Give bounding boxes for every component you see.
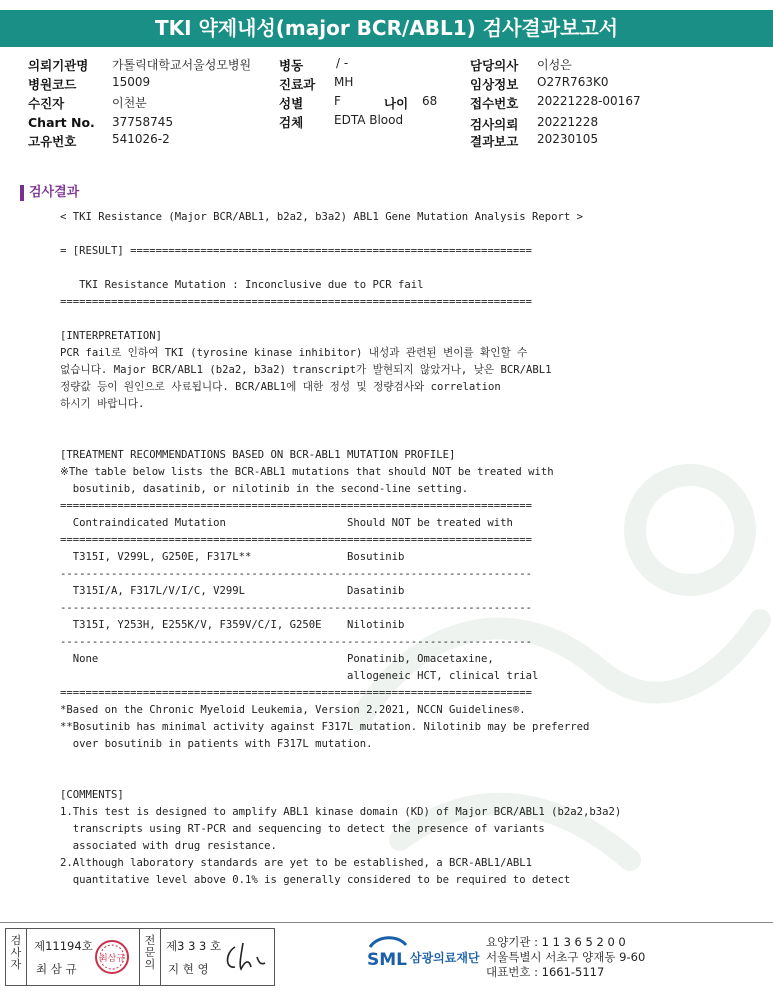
report-line: transcripts using RT-PCR and sequencing to detect the presence of variants (60, 823, 545, 835)
report-line (60, 430, 621, 447)
reviewer-label: 전 문 의 (144, 934, 156, 971)
info-value: 이천분 (112, 96, 147, 110)
signature-box (5, 928, 275, 986)
report-line: Contraindicated Mutation Should NOT be treated with (60, 517, 513, 529)
report-line: = [RESULT] =============================================================== (60, 245, 532, 257)
info-value: 이성은 (537, 58, 572, 72)
phone: 대표번호 : 1661-5117 (486, 965, 605, 979)
report-line: 하시기 바랍니다. (60, 398, 145, 410)
info-value: F (334, 94, 341, 108)
info-label: 병원코드 (28, 77, 77, 92)
report-line: over bosutinib in patients with F317L mutation. (60, 738, 373, 750)
info-value: 20230105 (537, 132, 599, 146)
report-line: 1.This test is designed to amplify ABL1 kinase domain (KD) of Major BCR/ABL1 (b2a2,b3a2) (60, 806, 622, 818)
report-line (60, 311, 621, 328)
info-value: 541026-2 (112, 132, 170, 146)
report-line: [INTERPRETATION] (60, 330, 163, 342)
report-line: 2.Although laboratory standards are yet to be established, a BCR-ABL1/ABL1 (60, 857, 532, 869)
report-line (60, 413, 621, 430)
report-line: < TKI Resistance (Major BCR/ABL1, b2a2, b3a2) ABL1 Gene Mutation Analysis Report > (60, 211, 583, 223)
info-label: 결과보고 (470, 134, 519, 149)
info-label: 진료과 (279, 77, 316, 92)
patient-info (0, 0, 773, 160)
report-line: -------------------------------------------------------------------------- (60, 568, 532, 580)
info-label: 병동 (279, 58, 304, 73)
report-line: ========================================================================== (60, 296, 532, 308)
info-value: 37758745 (112, 115, 174, 129)
info-value: 15009 (112, 75, 151, 89)
report-line: 없습니다. Major BCR/ABL1 (b2a2, b3a2) transcript가 발현되지 않았거나, 낮은 BCR/ABL1 (60, 364, 552, 376)
report-line: ※The table below lists the BCR-ABL1 mutations that should NOT be treated with (60, 466, 554, 478)
examiner-name: 최 삼 규 (36, 962, 77, 976)
info-value: O27R763K0 (537, 75, 609, 89)
address: 서울특별시 서초구 양재동 9-60 (486, 950, 646, 964)
info-label: 접수번호 (470, 96, 519, 111)
examiner-label: 검 사 자 (10, 934, 22, 971)
stamp-icon (94, 939, 130, 975)
report-body (60, 209, 621, 889)
info-label: Chart No. (28, 115, 95, 130)
report-line: T315I, V299L, G250E, F317L** Bosutinib (60, 551, 405, 563)
reviewer-number: 제3 3 3 호 (166, 939, 222, 953)
report-line: **Bosutinib has minimal activity against F317L mutation. Nilotinib may be preferred (60, 721, 590, 733)
info-label: 수진자 (28, 96, 65, 111)
svg-text:최삼규: 최삼규 (98, 954, 126, 964)
info-value: 20221228 (537, 115, 599, 129)
report-line: T315I/A, F317L/V/I/C, V299L Dasatinib (60, 585, 405, 597)
report-line: quantitative level above 0.1% is generally considered to be required to detect (60, 874, 571, 886)
info-label: 고유번호 (28, 134, 77, 149)
report-line: PCR fail로 인하여 TKI (tyrosine kinase inhibitor) 내성과 관련된 변이를 확인할 수 (60, 347, 528, 359)
reviewer-name: 지 현 영 (168, 962, 209, 976)
svg-text:SML: SML (367, 950, 407, 970)
age-value: 68 (422, 94, 438, 108)
info-label: 담당의사 (470, 58, 519, 73)
info-label: 검체 (279, 115, 304, 130)
report-line: ========================================================================== (60, 534, 532, 546)
signature-icon (221, 939, 269, 975)
info-value: 20221228-00167 (537, 94, 641, 108)
report-line (60, 753, 621, 770)
age-label: 나이 (384, 96, 409, 111)
section-title: 검사결과 (20, 185, 79, 201)
report-line: TKI Resistance Mutation : Inconclusive due to PCR fail (60, 279, 424, 291)
report-line: [COMMENTS] (60, 789, 124, 801)
report-line: None Ponatinib, Omacetaxine, (60, 653, 494, 665)
examiner-number: 제11194호 (34, 939, 93, 953)
report-line: ========================================================================== (60, 687, 532, 699)
info-value: EDTA Blood (334, 113, 404, 127)
report-footer (0, 922, 773, 991)
report-line: associated with drug resistance. (60, 840, 277, 852)
report-line: T315I, Y253H, E255K/V, F359V/C/I, G250E Nilotinib (60, 619, 405, 631)
report-line: *Based on the Chronic Myeloid Leukemia, Version 2.2021, NCCN Guidelines®. (60, 704, 526, 716)
info-label: 임상정보 (470, 77, 519, 92)
report-line: allogeneic HCT, clinical trial (60, 670, 539, 682)
report-line (60, 226, 621, 243)
info-value: / - (336, 56, 349, 70)
sml-logo-icon (364, 933, 410, 973)
report-line: -------------------------------------------------------------------------- (60, 636, 532, 648)
report-line: [TREATMENT RECOMMENDATIONS BASED ON BCR-ABL1 MUTATION PROFILE] (60, 449, 456, 461)
report-title: TKI 약제내성(major BCR/ABL1) 검사결과보고서 (0, 10, 773, 47)
report-line: -------------------------------------------------------------------------- (60, 602, 532, 614)
info-value: MH (334, 75, 354, 89)
info-label: 검사의뢰 (470, 117, 519, 132)
report-line (60, 260, 621, 277)
agency-number: 요양기관 : 1 1 3 6 5 2 0 0 (486, 935, 626, 949)
report-line (60, 770, 621, 787)
report-line: bosutinib, dasatinib, or nilotinib in the second-line setting. (60, 483, 469, 495)
report-line: 정량값 등이 원인으로 사료됩니다. BCR/ABL1에 대한 정성 및 정량검사와 correlation (60, 381, 501, 393)
info-value: 가톨릭대학교서울성모병원 (112, 58, 252, 72)
info-label: 성별 (279, 96, 304, 111)
report-line: ========================================================================== (60, 500, 532, 512)
info-label: 의뢰기관명 (28, 58, 89, 73)
org-name: 삼광의료재단 (410, 951, 480, 965)
